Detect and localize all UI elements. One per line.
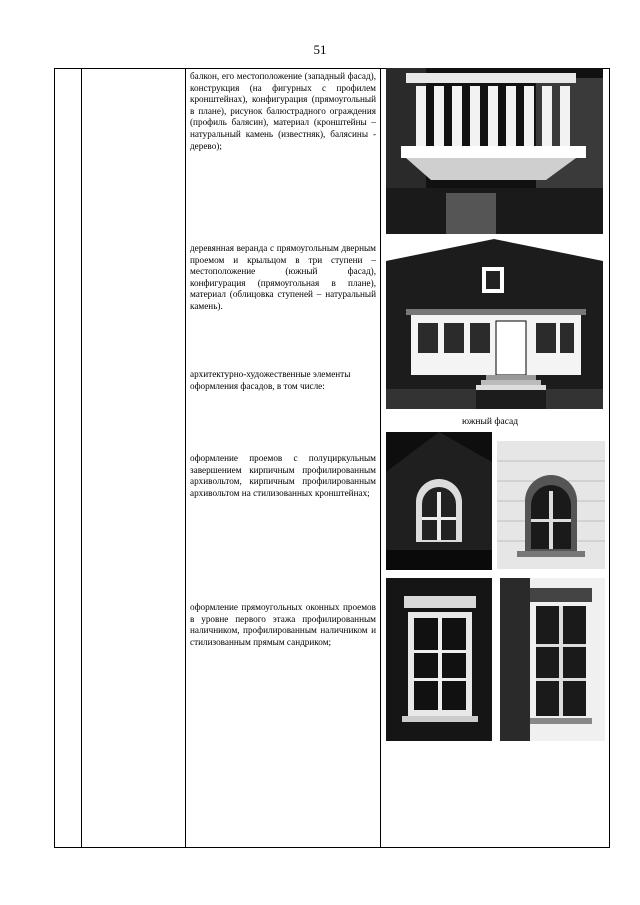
rectangular-window-photo-right <box>500 578 605 741</box>
arched-openings-description: оформление проемов с полуциркульным завершением кирпичным профилированным архивольтом, кирпичным профилированным архивольтом на стилизованных кронштейнах; <box>190 453 376 498</box>
balcony-description: балкон, его местоположение (западный фасад), конструкция (на фигурных с профилем кронштейнах), конфигурация (прямоугольный в плане), рисунок балюстрадного ограждения (профиль балясин), материал (кронштейны – натуральный камень (известняк), балясины - дерево); <box>190 71 376 151</box>
south-facade-photo <box>386 239 603 409</box>
column-divider <box>81 69 82 847</box>
balcony-photo <box>386 68 603 234</box>
arched-window-photo-right <box>497 441 605 569</box>
arched-window-photo-left <box>386 432 492 570</box>
facade-elements-heading: архитектурно-художественные элементы оформления фасадов, в том числе: <box>190 369 351 391</box>
rectangular-window-photo-left <box>386 578 492 741</box>
rectangular-openings-description: оформление прямоугольных оконных проемов в уровне первого этажа профилированным наличником, профилированным наличником и стилизованным прямым сандриком; <box>190 602 376 647</box>
column-divider <box>380 69 381 847</box>
column-divider <box>185 69 186 847</box>
veranda-description: деревянная веранда с прямоугольным дверным проемом и крыльцом в три ступени – местоположение (южный фасад), конфигурация (прямоугольная в плане), материал (облицовка ступеней – натуральный камень). <box>190 243 376 311</box>
page-number: 51 <box>313 42 327 57</box>
south-facade-caption: южный фасад <box>462 417 519 427</box>
